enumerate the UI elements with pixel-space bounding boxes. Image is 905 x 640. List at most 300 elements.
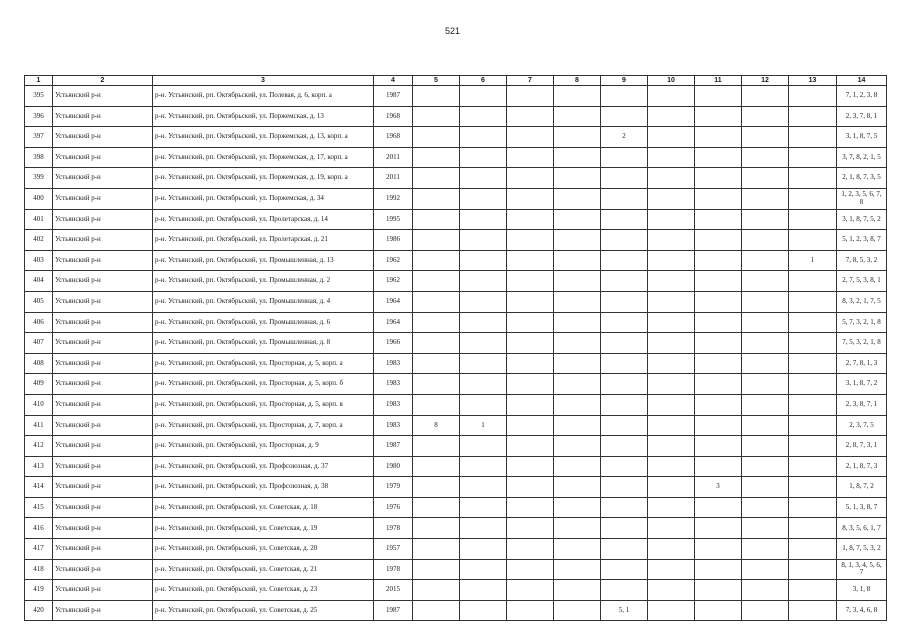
cell-col-14: 7, 5, 3, 2, 1, 8 [837, 333, 887, 354]
cell-col-6 [460, 86, 507, 107]
cell-col-9 [601, 415, 648, 436]
cell-col-7 [507, 415, 554, 436]
cell-col-12 [742, 600, 789, 621]
cell-col-13 [789, 291, 837, 312]
cell-col-1: 415 [25, 497, 53, 518]
cell-col-11 [695, 127, 742, 148]
cell-col-2: Устьянский р-н [53, 209, 153, 230]
table-row [25, 374, 887, 395]
cell-col-10 [648, 539, 695, 560]
cell-col-11 [695, 394, 742, 415]
cell-col-12 [742, 147, 789, 168]
cell-col-6 [460, 374, 507, 395]
column-header-13: 13 [789, 76, 837, 86]
cell-col-5 [413, 147, 460, 168]
cell-col-2: Устьянский р-н [53, 250, 153, 271]
cell-col-4: 1976 [374, 497, 413, 518]
cell-col-1: 413 [25, 456, 53, 477]
cell-col-12 [742, 291, 789, 312]
cell-col-3: р-н. Устьянский, рп. Октябрьский, ул. Промышленная, д. 4 [153, 291, 374, 312]
column-header-7: 7 [507, 76, 554, 86]
cell-col-14: 3, 7, 8, 2, 1, 5 [837, 147, 887, 168]
cell-col-7 [507, 374, 554, 395]
cell-col-3: р-н. Устьянский, рп. Октябрьский, ул. Просторная, д. 7, корп. а [153, 415, 374, 436]
cell-col-7 [507, 188, 554, 209]
table-row [25, 436, 887, 457]
cell-col-11 [695, 312, 742, 333]
cell-col-4: 1983 [374, 353, 413, 374]
cell-col-1: 420 [25, 600, 53, 621]
cell-col-8 [554, 127, 601, 148]
cell-col-13: 1 [789, 250, 837, 271]
cell-col-7 [507, 271, 554, 292]
cell-col-4: 2015 [374, 580, 413, 601]
cell-col-5 [413, 374, 460, 395]
cell-col-1: 408 [25, 353, 53, 374]
cell-col-2: Устьянский р-н [53, 497, 153, 518]
cell-col-7 [507, 230, 554, 251]
cell-col-8 [554, 539, 601, 560]
page-number: 521 [444, 26, 461, 36]
cell-col-5 [413, 209, 460, 230]
cell-col-6 [460, 539, 507, 560]
cell-col-7 [507, 209, 554, 230]
cell-col-8 [554, 436, 601, 457]
cell-col-12 [742, 250, 789, 271]
table-row [25, 580, 887, 601]
cell-col-13 [789, 353, 837, 374]
cell-col-11 [695, 333, 742, 354]
cell-col-14: 3, 1, 8, 7, 2 [837, 374, 887, 395]
cell-col-5 [413, 539, 460, 560]
cell-col-6 [460, 312, 507, 333]
cell-col-10 [648, 271, 695, 292]
cell-col-1: 406 [25, 312, 53, 333]
cell-col-12 [742, 497, 789, 518]
cell-col-12 [742, 271, 789, 292]
cell-col-2: Устьянский р-н [53, 333, 153, 354]
cell-col-2: Устьянский р-н [53, 559, 153, 580]
cell-col-7 [507, 147, 554, 168]
cell-col-9 [601, 333, 648, 354]
table-row [25, 209, 887, 230]
cell-col-3: р-н. Устьянский, рп. Октябрьский, ул. Профсоюзная, д. 38 [153, 477, 374, 498]
cell-col-5 [413, 456, 460, 477]
cell-col-4: 1978 [374, 559, 413, 580]
cell-col-5 [413, 271, 460, 292]
cell-col-6 [460, 497, 507, 518]
cell-col-4: 1978 [374, 518, 413, 539]
cell-col-9 [601, 456, 648, 477]
cell-col-10 [648, 477, 695, 498]
cell-col-6 [460, 518, 507, 539]
cell-col-6: 1 [460, 415, 507, 436]
cell-col-14: 1, 8, 7, 2 [837, 477, 887, 498]
cell-col-2: Устьянский р-н [53, 374, 153, 395]
cell-col-2: Устьянский р-н [53, 600, 153, 621]
cell-col-12 [742, 188, 789, 209]
cell-col-3: р-н. Устьянский, рп. Октябрьский, ул. Просторная, д. 9 [153, 436, 374, 457]
header-row [25, 76, 887, 86]
cell-col-2: Устьянский р-н [53, 291, 153, 312]
cell-col-8 [554, 333, 601, 354]
cell-col-11 [695, 86, 742, 107]
cell-col-9 [601, 477, 648, 498]
cell-col-7 [507, 86, 554, 107]
cell-col-6 [460, 188, 507, 209]
cell-col-7 [507, 559, 554, 580]
cell-col-10 [648, 353, 695, 374]
column-header-4: 4 [374, 76, 413, 86]
cell-col-5 [413, 600, 460, 621]
cell-col-3: р-н. Устьянский, рп. Октябрьский, ул. Поржемская, д. 19, корп. а [153, 168, 374, 189]
cell-col-6 [460, 147, 507, 168]
cell-col-8 [554, 394, 601, 415]
cell-col-2: Устьянский р-н [53, 271, 153, 292]
cell-col-9 [601, 539, 648, 560]
cell-col-11: 3 [695, 477, 742, 498]
cell-col-6 [460, 394, 507, 415]
cell-col-7 [507, 250, 554, 271]
table-row [25, 600, 887, 621]
cell-col-4: 1983 [374, 415, 413, 436]
table-row [25, 106, 887, 127]
cell-col-11 [695, 580, 742, 601]
cell-col-14: 2, 7, 5, 3, 8, 1 [837, 271, 887, 292]
cell-col-7 [507, 518, 554, 539]
column-header-10: 10 [648, 76, 695, 86]
cell-col-13 [789, 271, 837, 292]
cell-col-1: 405 [25, 291, 53, 312]
cell-col-13 [789, 147, 837, 168]
cell-col-1: 407 [25, 333, 53, 354]
cell-col-9 [601, 147, 648, 168]
cell-col-14: 3, 1, 8 [837, 580, 887, 601]
cell-col-2: Устьянский р-н [53, 106, 153, 127]
cell-col-3: р-н. Устьянский, рп. Октябрьский, ул. Просторная, д. 5, корп. б [153, 374, 374, 395]
cell-col-12 [742, 374, 789, 395]
cell-col-6 [460, 477, 507, 498]
cell-col-2: Устьянский р-н [53, 580, 153, 601]
cell-col-6 [460, 106, 507, 127]
cell-col-4: 1986 [374, 230, 413, 251]
cell-col-4: 1964 [374, 291, 413, 312]
cell-col-11 [695, 374, 742, 395]
table-row [25, 518, 887, 539]
cell-col-13 [789, 86, 837, 107]
cell-col-9 [601, 271, 648, 292]
cell-col-5 [413, 518, 460, 539]
cell-col-1: 414 [25, 477, 53, 498]
cell-col-3: р-н. Устьянский, рп. Октябрьский, ул. Поржемская, д. 13, корп. а [153, 127, 374, 148]
cell-col-10 [648, 188, 695, 209]
cell-col-2: Устьянский р-н [53, 477, 153, 498]
cell-col-1: 401 [25, 209, 53, 230]
table-row [25, 271, 887, 292]
cell-col-6 [460, 168, 507, 189]
cell-col-13 [789, 209, 837, 230]
cell-col-6 [460, 291, 507, 312]
cell-col-10 [648, 106, 695, 127]
table-row [25, 312, 887, 333]
cell-col-9 [601, 559, 648, 580]
cell-col-2: Устьянский р-н [53, 312, 153, 333]
cell-col-11 [695, 188, 742, 209]
cell-col-12 [742, 168, 789, 189]
cell-col-5 [413, 291, 460, 312]
column-header-8: 8 [554, 76, 601, 86]
cell-col-9 [601, 518, 648, 539]
cell-col-8 [554, 188, 601, 209]
cell-col-11 [695, 497, 742, 518]
cell-col-8 [554, 600, 601, 621]
cell-col-9 [601, 312, 648, 333]
cell-col-5 [413, 497, 460, 518]
cell-col-6 [460, 456, 507, 477]
cell-col-3: р-н. Устьянский, рп. Октябрьский, ул. Пролетарская, д. 21 [153, 230, 374, 251]
cell-col-14: 2, 3, 7, 5 [837, 415, 887, 436]
cell-col-12 [742, 312, 789, 333]
cell-col-3: р-н. Устьянский, рп. Октябрьский, ул. Советская, д. 25 [153, 600, 374, 621]
cell-col-10 [648, 518, 695, 539]
cell-col-4: 2011 [374, 168, 413, 189]
cell-col-14: 5, 1, 2, 3, 8, 7 [837, 230, 887, 251]
table-row [25, 477, 887, 498]
cell-col-4: 1962 [374, 250, 413, 271]
cell-col-12 [742, 86, 789, 107]
cell-col-3: р-н. Устьянский, рп. Октябрьский, ул. Пролетарская, д. 14 [153, 209, 374, 230]
cell-col-7 [507, 291, 554, 312]
cell-col-7 [507, 312, 554, 333]
cell-col-4: 1987 [374, 436, 413, 457]
cell-col-8 [554, 580, 601, 601]
cell-col-8 [554, 497, 601, 518]
cell-col-11 [695, 415, 742, 436]
table-body [25, 86, 887, 621]
cell-col-6 [460, 333, 507, 354]
cell-col-9: 2 [601, 127, 648, 148]
cell-col-9 [601, 374, 648, 395]
column-header-14: 14 [837, 76, 887, 86]
cell-col-6 [460, 580, 507, 601]
cell-col-5: 8 [413, 415, 460, 436]
cell-col-12 [742, 333, 789, 354]
cell-col-1: 396 [25, 106, 53, 127]
cell-col-5 [413, 127, 460, 148]
cell-col-9 [601, 209, 648, 230]
cell-col-3: р-н. Устьянский, рп. Октябрьский, ул. Советская, д. 23 [153, 580, 374, 601]
cell-col-7 [507, 580, 554, 601]
cell-col-13 [789, 580, 837, 601]
cell-col-4: 1979 [374, 477, 413, 498]
cell-col-10 [648, 456, 695, 477]
cell-col-4: 1962 [374, 271, 413, 292]
cell-col-8 [554, 86, 601, 107]
cell-col-11 [695, 456, 742, 477]
cell-col-14: 2, 3, 8, 7, 1 [837, 394, 887, 415]
cell-col-8 [554, 209, 601, 230]
cell-col-13 [789, 168, 837, 189]
cell-col-13 [789, 456, 837, 477]
cell-col-3: р-н. Устьянский, рп. Октябрьский, ул. Промышленная, д. 6 [153, 312, 374, 333]
cell-col-10 [648, 86, 695, 107]
cell-col-3: р-н. Устьянский, рп. Октябрьский, ул. Промышленная, д. 8 [153, 333, 374, 354]
cell-col-10 [648, 291, 695, 312]
column-header-9: 9 [601, 76, 648, 86]
cell-col-7 [507, 333, 554, 354]
cell-col-2: Устьянский р-н [53, 147, 153, 168]
cell-col-8 [554, 415, 601, 436]
cell-col-2: Устьянский р-н [53, 415, 153, 436]
cell-col-1: 416 [25, 518, 53, 539]
cell-col-4: 1983 [374, 394, 413, 415]
cell-col-13 [789, 436, 837, 457]
cell-col-14: 2, 3, 7, 8, 1 [837, 106, 887, 127]
cell-col-3: р-н. Устьянский, рп. Октябрьский, ул. Профсоюзная, д. 37 [153, 456, 374, 477]
cell-col-13 [789, 394, 837, 415]
cell-col-11 [695, 230, 742, 251]
cell-col-4: 1992 [374, 188, 413, 209]
cell-col-7 [507, 168, 554, 189]
column-header-12: 12 [742, 76, 789, 86]
cell-col-7 [507, 127, 554, 148]
cell-col-13 [789, 127, 837, 148]
cell-col-12 [742, 353, 789, 374]
cell-col-3: р-н. Устьянский, рп. Октябрьский, ул. Советская, д. 20 [153, 539, 374, 560]
column-header-2: 2 [53, 76, 153, 86]
cell-col-10 [648, 559, 695, 580]
cell-col-5 [413, 394, 460, 415]
cell-col-8 [554, 230, 601, 251]
cell-col-6 [460, 209, 507, 230]
cell-col-11 [695, 168, 742, 189]
cell-col-10 [648, 209, 695, 230]
cell-col-2: Устьянский р-н [53, 188, 153, 209]
cell-col-14: 1, 2, 3, 5, 6, 7, 8 [837, 188, 887, 209]
cell-col-14: 2, 8, 7, 3, 1 [837, 436, 887, 457]
cell-col-12 [742, 539, 789, 560]
cell-col-7 [507, 477, 554, 498]
column-header-5: 5 [413, 76, 460, 86]
cell-col-10 [648, 580, 695, 601]
cell-col-14: 8, 3, 2, 1, 7, 5 [837, 291, 887, 312]
cell-col-8 [554, 374, 601, 395]
cell-col-13 [789, 477, 837, 498]
cell-col-4: 1968 [374, 106, 413, 127]
cell-col-9 [601, 353, 648, 374]
cell-col-10 [648, 333, 695, 354]
cell-col-13 [789, 333, 837, 354]
cell-col-14: 3, 1, 8, 7, 5 [837, 127, 887, 148]
cell-col-6 [460, 250, 507, 271]
cell-col-14: 1, 8, 7, 5, 3, 2 [837, 539, 887, 560]
cell-col-11 [695, 539, 742, 560]
cell-col-2: Устьянский р-н [53, 456, 153, 477]
cell-col-5 [413, 559, 460, 580]
table-row [25, 333, 887, 354]
cell-col-14: 7, 8, 5, 3, 2 [837, 250, 887, 271]
cell-col-11 [695, 291, 742, 312]
cell-col-3: р-н. Устьянский, рп. Октябрьский, ул. Просторная, д. 5, корп. в [153, 394, 374, 415]
data-table [24, 75, 887, 621]
cell-col-8 [554, 353, 601, 374]
cell-col-13 [789, 106, 837, 127]
cell-col-5 [413, 230, 460, 251]
cell-col-13 [789, 539, 837, 560]
cell-col-10 [648, 147, 695, 168]
cell-col-9 [601, 250, 648, 271]
cell-col-11 [695, 600, 742, 621]
cell-col-10 [648, 168, 695, 189]
cell-col-14: 2, 7, 8, 1, 3 [837, 353, 887, 374]
cell-col-13 [789, 497, 837, 518]
cell-col-13 [789, 600, 837, 621]
cell-col-1: 418 [25, 559, 53, 580]
table-row [25, 394, 887, 415]
cell-col-1: 409 [25, 374, 53, 395]
table-row [25, 127, 887, 148]
cell-col-7 [507, 436, 554, 457]
cell-col-2: Устьянский р-н [53, 539, 153, 560]
cell-col-12 [742, 106, 789, 127]
cell-col-12 [742, 436, 789, 457]
cell-col-1: 404 [25, 271, 53, 292]
cell-col-5 [413, 250, 460, 271]
cell-col-7 [507, 353, 554, 374]
table-row [25, 415, 887, 436]
cell-col-5 [413, 86, 460, 107]
cell-col-3: р-н. Устьянский, рп. Октябрьский, ул. Поржемская, д. 34 [153, 188, 374, 209]
table-row [25, 230, 887, 251]
cell-col-8 [554, 250, 601, 271]
cell-col-10 [648, 600, 695, 621]
cell-col-7 [507, 497, 554, 518]
cell-col-9 [601, 394, 648, 415]
cell-col-2: Устьянский р-н [53, 518, 153, 539]
cell-col-9 [601, 291, 648, 312]
cell-col-11 [695, 353, 742, 374]
cell-col-3: р-н. Устьянский, рп. Октябрьский, ул. Советская, д. 18 [153, 497, 374, 518]
cell-col-9: 5, 1 [601, 600, 648, 621]
column-header-11: 11 [695, 76, 742, 86]
cell-col-11 [695, 559, 742, 580]
cell-col-6 [460, 353, 507, 374]
cell-col-12 [742, 230, 789, 251]
cell-col-8 [554, 518, 601, 539]
cell-col-3: р-н. Устьянский, рп. Октябрьский, ул. Советская, д. 19 [153, 518, 374, 539]
cell-col-5 [413, 477, 460, 498]
cell-col-1: 410 [25, 394, 53, 415]
cell-col-7 [507, 539, 554, 560]
cell-col-13 [789, 230, 837, 251]
cell-col-3: р-н. Устьянский, рп. Октябрьский, ул. Просторная, д. 5, корп. а [153, 353, 374, 374]
cell-col-8 [554, 147, 601, 168]
cell-col-2: Устьянский р-н [53, 436, 153, 457]
cell-col-9 [601, 106, 648, 127]
cell-col-10 [648, 230, 695, 251]
cell-col-8 [554, 106, 601, 127]
cell-col-10 [648, 394, 695, 415]
cell-col-12 [742, 456, 789, 477]
cell-col-14: 3, 1, 8, 7, 5, 2 [837, 209, 887, 230]
cell-col-4: 1987 [374, 600, 413, 621]
cell-col-3: р-н. Устьянский, рп. Октябрьский, ул. Промышленная, д. 13 [153, 250, 374, 271]
cell-col-6 [460, 559, 507, 580]
cell-col-14: 8, 3, 5, 6, 1, 7 [837, 518, 887, 539]
cell-col-2: Устьянский р-н [53, 230, 153, 251]
cell-col-1: 402 [25, 230, 53, 251]
cell-col-9 [601, 497, 648, 518]
